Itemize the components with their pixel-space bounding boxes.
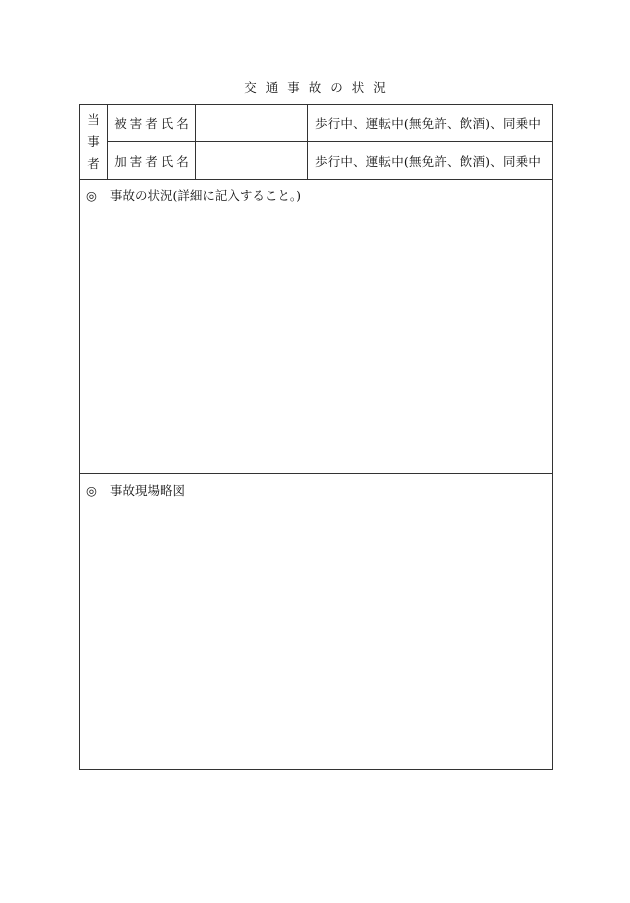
offender-name-label: 加害者氏名 — [108, 142, 196, 179]
form-title: 交通事故の状況 — [244, 80, 395, 95]
parties-table — [80, 105, 552, 180]
accident-situation-label: 事故の状況(詳細に記入すること。) — [110, 188, 302, 203]
parties-header-char: 者 — [87, 156, 100, 171]
victim-status-options[interactable]: 歩行中、運転中(無免許、飲酒)、同乗中 — [315, 116, 542, 131]
accident-sketch-label: 事故現場略図 — [110, 483, 186, 498]
parties-header-char: 当 — [87, 112, 100, 127]
parties-header-char: 事 — [87, 134, 100, 149]
accident-sketch-heading — [86, 481, 185, 499]
accident-situation-section[interactable] — [80, 180, 552, 474]
offender-status-options[interactable]: 歩行中、運転中(無免許、飲酒)、同乗中 — [315, 153, 542, 169]
offender-row — [108, 142, 552, 179]
accident-sketch-section[interactable] — [80, 475, 552, 769]
victim-row — [108, 105, 552, 142]
parties-header — [80, 105, 108, 179]
double-circle-icon: ◎ — [86, 482, 97, 498]
double-circle-icon: ◎ — [86, 187, 97, 203]
offender-name-field[interactable] — [197, 142, 308, 179]
victim-name-label: 被害者氏名 — [108, 105, 196, 141]
accident-situation-heading — [86, 186, 301, 204]
accident-form — [79, 104, 553, 770]
victim-name-field[interactable] — [197, 105, 308, 141]
